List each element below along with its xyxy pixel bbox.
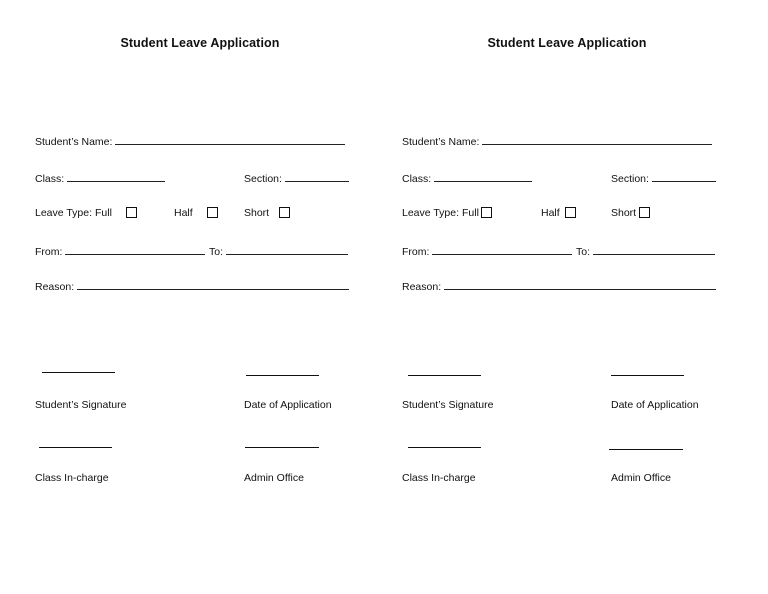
class-label: Class:	[35, 173, 65, 185]
student-name-label: Student’s Name:	[402, 136, 480, 148]
from-field[interactable]	[432, 244, 572, 255]
reason-row	[402, 279, 716, 294]
admin-office-label: Admin Office	[244, 472, 304, 484]
reason-field[interactable]	[444, 279, 716, 290]
section-field[interactable]	[652, 171, 716, 182]
admin-office-label: Admin Office	[611, 472, 671, 484]
reason-field[interactable]	[77, 279, 349, 290]
from-label: From:	[35, 246, 63, 258]
student-name-field[interactable]	[115, 134, 345, 145]
half-label: Half	[174, 207, 193, 219]
reason-row	[35, 279, 349, 294]
to-label: To:	[576, 246, 591, 258]
half-label: Half	[541, 207, 560, 219]
reason-label: Reason:	[35, 281, 75, 293]
to-field[interactable]	[593, 244, 715, 255]
class-field[interactable]	[434, 171, 532, 182]
short-label: Short	[611, 207, 637, 219]
full-label: Full	[462, 207, 479, 219]
form-title: Student Leave Application	[487, 36, 647, 50]
student-signature-label: Student’s Signature	[402, 399, 494, 411]
full-label: Full	[95, 207, 112, 219]
half-checkbox[interactable]	[565, 207, 576, 218]
leave-type-text: Leave Type:	[35, 207, 93, 219]
leave-type-text: Leave Type:	[402, 207, 460, 219]
section-label: Section:	[611, 173, 649, 185]
section-row	[244, 171, 349, 186]
student-name-label: Student’s Name:	[35, 136, 113, 148]
section-field[interactable]	[285, 171, 349, 182]
short-checkbox[interactable]	[279, 207, 290, 218]
admin-office-line	[245, 447, 319, 448]
student-signature-line	[408, 375, 481, 376]
leave-form-left	[33, 0, 363, 594]
class-incharge-label: Class In-charge	[35, 472, 109, 484]
class-incharge-line	[39, 447, 112, 448]
form-title: Student Leave Application	[120, 36, 280, 50]
class-row	[402, 171, 532, 186]
from-row	[35, 244, 205, 259]
class-label: Class:	[402, 173, 432, 185]
date-of-application-label: Date of Application	[611, 399, 699, 411]
short-label: Short	[244, 207, 270, 219]
leave-form-right	[400, 0, 730, 594]
student-signature-line	[42, 372, 115, 373]
class-field[interactable]	[67, 171, 165, 182]
student-signature-label: Student’s Signature	[35, 399, 127, 411]
reason-label: Reason:	[402, 281, 442, 293]
to-row	[209, 244, 348, 259]
date-of-application-line	[611, 375, 684, 376]
leave-type-label	[35, 207, 92, 220]
date-of-application-line	[246, 375, 319, 376]
class-incharge-line	[408, 447, 481, 448]
admin-office-line	[609, 449, 683, 450]
student-name-row	[402, 134, 712, 149]
to-label: To:	[209, 246, 224, 258]
from-field[interactable]	[65, 244, 205, 255]
from-label: From:	[402, 246, 430, 258]
full-checkbox[interactable]	[481, 207, 492, 218]
half-checkbox[interactable]	[207, 207, 218, 218]
class-incharge-label: Class In-charge	[402, 472, 476, 484]
date-of-application-label: Date of Application	[244, 399, 332, 411]
section-row	[611, 171, 716, 186]
student-name-row	[35, 134, 345, 149]
to-row	[576, 244, 715, 259]
section-label: Section:	[244, 173, 282, 185]
to-field[interactable]	[226, 244, 348, 255]
class-row	[35, 171, 165, 186]
from-row	[402, 244, 572, 259]
student-name-field[interactable]	[482, 134, 712, 145]
leave-type-label	[402, 207, 459, 220]
short-checkbox[interactable]	[639, 207, 650, 218]
full-checkbox[interactable]	[126, 207, 137, 218]
